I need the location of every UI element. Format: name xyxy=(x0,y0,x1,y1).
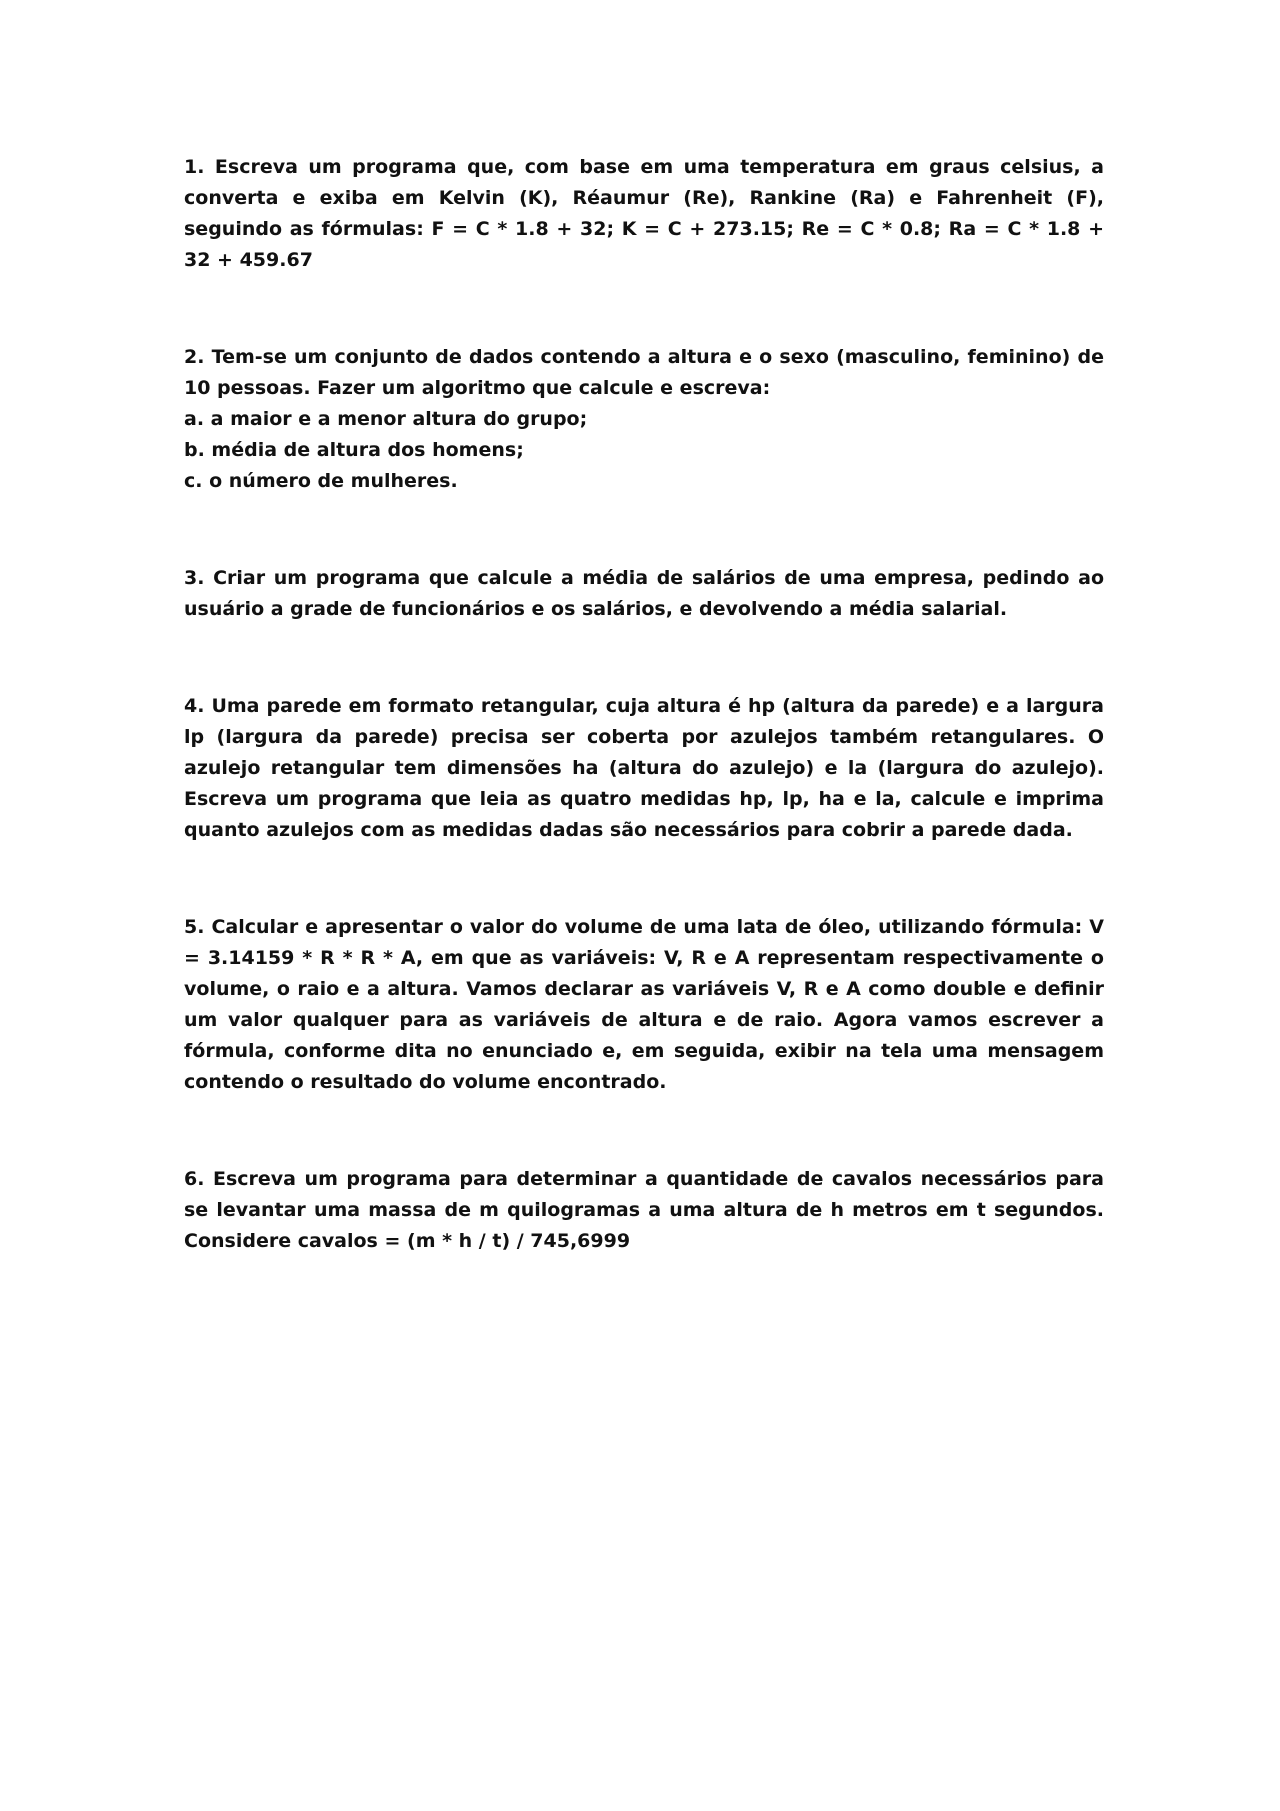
exercise-list xyxy=(184,152,1104,1323)
exercise-6 xyxy=(184,1164,1104,1257)
exercise-6-text: 6. Escreva um programa para determinar a quantidade de cavalos necessários para se levantar uma massa de m quilogramas a uma altura de h metros em t segundos. Considere cavalos = (m * h / t) / 745,6999 xyxy=(184,1168,1104,1252)
exercise-1-text: 1. Escreva um programa que, com base em uma temperatura em graus celsius, a converta e exiba em Kelvin (K), Réaumur (Re), Rankine (Ra) e Fahrenheit (F), seguindo as fórmulas: F = C * 1.8 + 32; K = C + 273.15; Re = C * 0.8; Ra = C * 1.8 + 32 + 459.67 xyxy=(184,156,1104,271)
exercise-5-text: 5. Calcular e apresentar o valor do volume de uma lata de óleo, utilizando fórmula: V = 3.14159 * R * R * A, em que as variáveis: V, R e A representam respectivamente o volume, o raio e a altura. Vamos declarar as variáveis V, R e A como double e definir um valor qualquer para as variáveis de altura e de raio. Agora vamos escrever a fórmula, conforme dita no enunciado e, em seguida, exibir na tela uma mensagem contendo o resultado do volume encontrado. xyxy=(184,916,1104,1093)
exercise-5 xyxy=(184,912,1104,1098)
exercise-3-text: 3. Criar um programa que calcule a média de salários de uma empresa, pedindo ao usuário a grade de funcionários e os salários, e devolvendo a média salarial. xyxy=(184,567,1104,620)
exercise-2-item-a: a. a maior e a menor altura do grupo; xyxy=(184,408,588,430)
exercise-4 xyxy=(184,691,1104,846)
exercise-2 xyxy=(184,342,1104,497)
exercise-2-item-c: c. o número de mulheres. xyxy=(184,470,458,492)
exercise-4-text: 4. Uma parede em formato retangular, cuja altura é hp (altura da parede) e a largura lp (largura da parede) precisa ser coberta por azulejos também retangulares. O azulejo retangular tem dimensões ha (altura do azulejo) e la (largura do azulejo). Escreva um programa que leia as quatro medidas hp, lp, ha e la, calcule e imprima quanto azulejos com as medidas dadas são necessários para cobrir a parede dada. xyxy=(184,695,1104,841)
exercise-3 xyxy=(184,563,1104,625)
exercise-2-item-b: b. média de altura dos homens; xyxy=(184,439,524,461)
exercise-2-intro: 2. Tem-se um conjunto de dados contendo a altura e o sexo (masculino, feminino) de 10 pessoas. Fazer um algoritmo que calcule e escreva: xyxy=(184,346,1104,399)
exercise-1 xyxy=(184,152,1104,276)
